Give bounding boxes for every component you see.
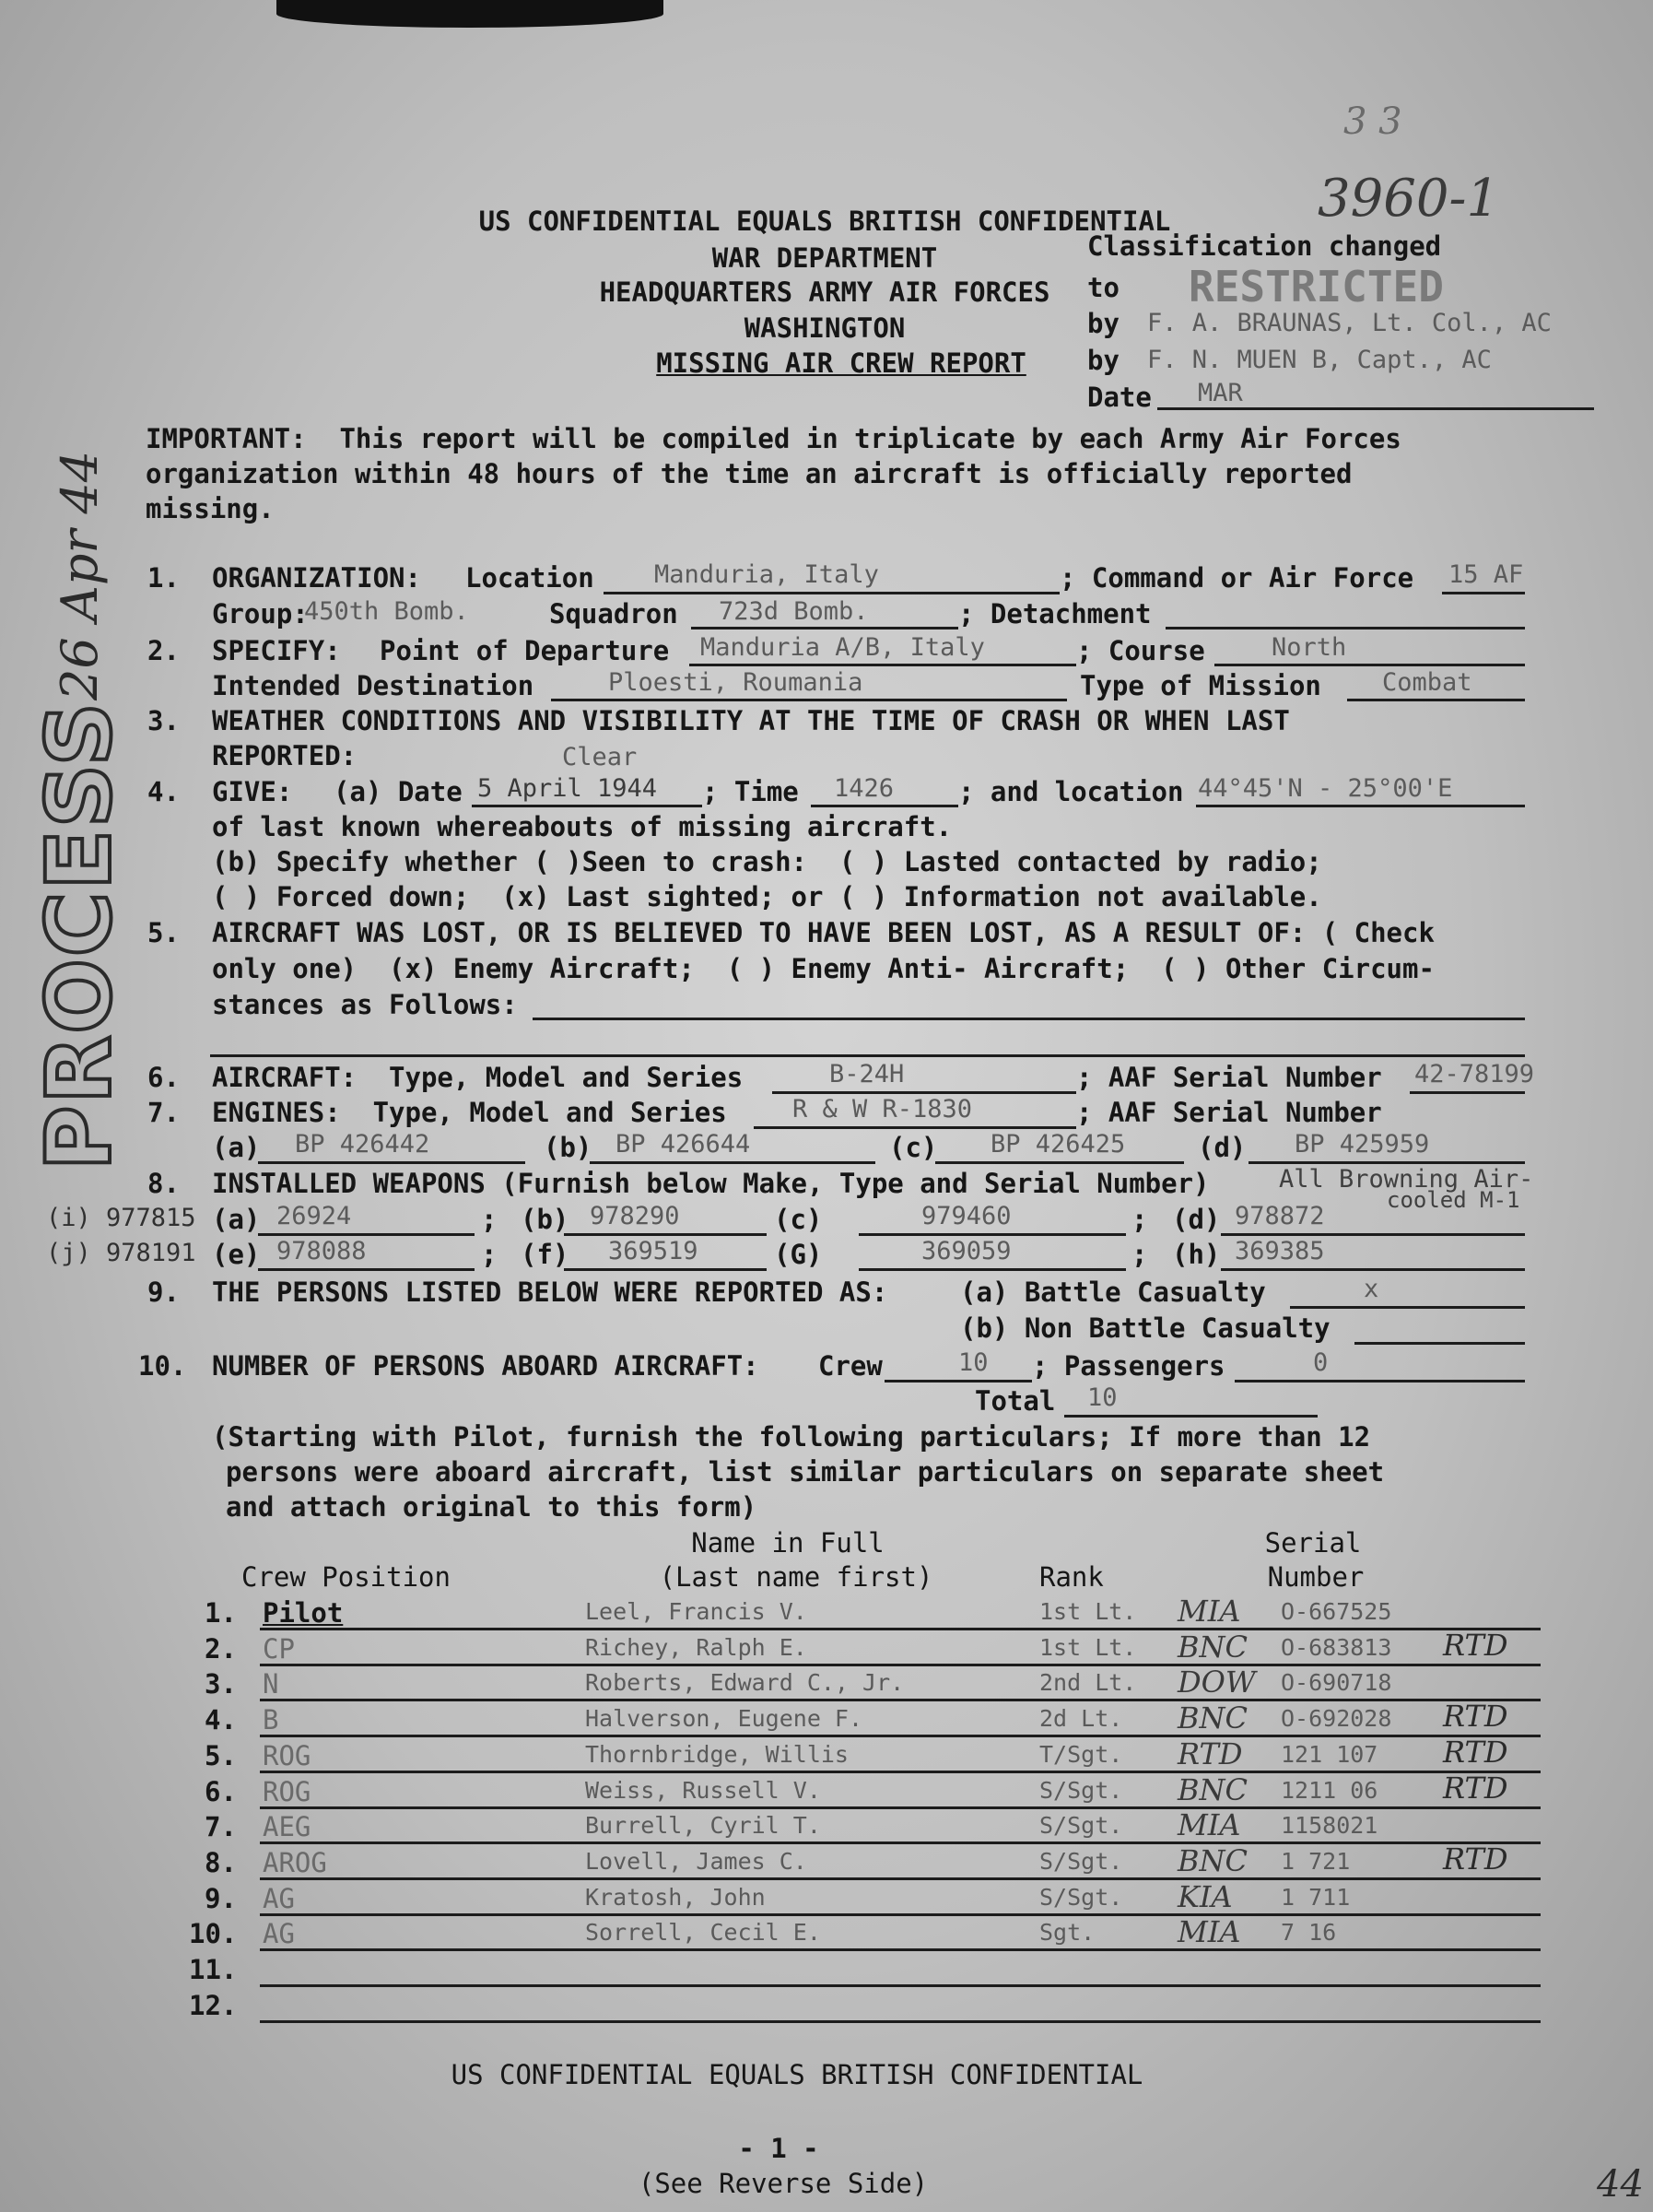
aircraft-serial-label: ; AAF Serial Number	[1076, 1062, 1382, 1093]
aircraft-type-value: B-24H	[829, 1060, 905, 1088]
weapon-c-serial: 979460	[921, 1202, 1012, 1230]
whereabouts-text: of last known whereabouts of missing aircraft.	[212, 811, 953, 842]
battle-casualty-label: (a) Battle Casualty	[960, 1277, 1266, 1308]
confidential-banner-top: US CONFIDENTIAL EQUALS BRITISH CONFIDENTIAL	[478, 206, 1171, 237]
engine-b-serial: BP 426644	[615, 1130, 751, 1159]
crew-position: B	[263, 1704, 279, 1735]
crew-serial: 1 721	[1281, 1848, 1351, 1875]
crew-row-line	[260, 1664, 1541, 1666]
passengers-value: 0	[1313, 1348, 1329, 1377]
date-field-label: (a) Date	[334, 776, 463, 807]
crew-row-number: 4.	[205, 1704, 237, 1735]
crew-status: MIA	[1178, 1594, 1241, 1629]
declassified-by-2: F. N. MUEN B, Capt., AC	[1147, 346, 1492, 374]
classification-changed-label: Classification changed	[1087, 230, 1442, 262]
crew-row-line	[260, 1628, 1541, 1630]
weather-label-2: REPORTED:	[212, 740, 358, 771]
location-label: Location	[465, 562, 594, 594]
command-label: ; Command or Air Force	[1060, 562, 1414, 594]
crew-row-number: 6.	[205, 1776, 237, 1807]
crew-serial: O-690718	[1281, 1669, 1392, 1696]
weapons-make-2: cooled M-1	[1387, 1187, 1520, 1213]
crew-name: Sorrell, Cecil E.	[585, 1919, 821, 1946]
weapon-h-label: (h)	[1172, 1239, 1221, 1270]
crew-row-line	[260, 1841, 1541, 1844]
weapon-e-serial: 978088	[276, 1237, 367, 1265]
item7-number: 7.	[147, 1097, 180, 1128]
crew-name: Roberts, Edward C., Jr.	[585, 1669, 905, 1696]
total-value: 10	[1087, 1383, 1118, 1412]
crew-row-number: 12.	[189, 1990, 238, 2021]
engine-a-label: (a)	[212, 1132, 261, 1163]
crew-note: RTD	[1443, 1771, 1508, 1806]
give-label: GIVE:	[212, 776, 293, 807]
course-value: North	[1272, 633, 1347, 662]
location-coordinates: 44°45'N - 25°00'E	[1198, 774, 1453, 803]
important-label: IMPORTANT:	[146, 423, 307, 454]
engine-b-label: (b)	[544, 1132, 592, 1163]
crew-position: CP	[263, 1633, 295, 1665]
crew-rank: 1st Lt.	[1039, 1634, 1137, 1661]
crew-note: RTD	[1443, 1735, 1508, 1770]
crew-position: AROG	[263, 1847, 327, 1878]
crew-row-number: 1.	[205, 1597, 237, 1629]
crew-name: Kratosh, John	[585, 1884, 766, 1911]
battle-casualty-value: x	[1364, 1275, 1379, 1303]
crew-row-line	[260, 1699, 1541, 1701]
weapon-h-serial: 369385	[1235, 1237, 1325, 1265]
crew-serial: 1158021	[1281, 1812, 1378, 1839]
crew-row-number: 8.	[205, 1847, 237, 1878]
declassification-date: MAR	[1198, 379, 1243, 407]
engine-c-label: (c)	[889, 1132, 938, 1163]
aircraft-lost-text-2: only one) (x) Enemy Aircraft; ( ) Enemy Anti- Aircraft; ( ) Other Circum-	[212, 953, 1435, 984]
crew-row-number: 3.	[205, 1668, 237, 1700]
weapons-label: INSTALLED WEAPONS (Furnish below Make, Type and Serial Number)	[212, 1168, 1210, 1199]
weather-value: Clear	[562, 743, 638, 771]
weapon-d-serial: 978872	[1235, 1202, 1325, 1230]
persons-reported-label: THE PERSONS LISTED BELOW WERE REPORTED AS:	[212, 1277, 888, 1308]
destination-value: Ploesti, Roumania	[608, 668, 863, 697]
header-rank: Rank	[1039, 1561, 1104, 1593]
crew-position: Pilot	[263, 1597, 344, 1629]
crew-serial: 1 711	[1281, 1884, 1351, 1911]
header-name-in-full: Name in Full	[691, 1527, 885, 1559]
command-value: 15 AF	[1448, 560, 1524, 589]
weapon-f-label: (f)	[521, 1239, 569, 1270]
location-value: Manduria, Italy	[654, 560, 879, 589]
weapon-semicolon-a: ;	[481, 1204, 498, 1235]
crew-rank: 2nd Lt.	[1039, 1669, 1137, 1696]
crew-name: Lovell, James C.	[585, 1848, 807, 1875]
weapon-j-serial: (j) 978191	[46, 1239, 196, 1267]
crew-status: BNC	[1178, 1630, 1248, 1665]
aircraft-serial-value: 42-78199	[1414, 1060, 1535, 1088]
crew-row-line	[260, 1806, 1541, 1809]
persons-aboard-label: NUMBER OF PERSONS ABOARD AIRCRAFT:	[212, 1350, 759, 1382]
page-number: - 1 -	[738, 2133, 819, 2164]
specify-whether-text: (b) Specify whether ( )Seen to crash: ( ) Lasted contacted by radio;	[212, 846, 1322, 877]
engine-a-serial: BP 426442	[295, 1130, 430, 1159]
group-label: Group:	[212, 598, 309, 629]
weapon-semicolon-c: ;	[1131, 1204, 1148, 1235]
confidential-banner-bottom: US CONFIDENTIAL EQUALS BRITISH CONFIDENTIAL	[451, 2059, 1143, 2090]
instructions-3: and attach original to this form)	[226, 1491, 757, 1523]
mission-type-label: Type of Mission	[1080, 670, 1321, 701]
crew-serial: 1211 06	[1281, 1777, 1378, 1804]
department-title: WAR DEPARTMENT	[711, 242, 938, 274]
instructions-2: persons were aboard aircraft, list similar particulars on separate sheet	[226, 1456, 1385, 1488]
crew-name: Leel, Francis V.	[585, 1598, 807, 1625]
crew-status: MIA	[1178, 1807, 1241, 1842]
crew-rank: 1st Lt.	[1039, 1598, 1137, 1625]
classification-to-value: RESTRICTED	[1189, 262, 1444, 312]
declassified-by-1: F. A. BRAUNAS, Lt. Col., AC	[1147, 309, 1552, 337]
header-last-name-first: (Last name first)	[659, 1561, 933, 1593]
report-title: MISSING AIR CREW REPORT	[656, 347, 1026, 379]
process-stamp: PROCESS	[28, 700, 131, 1171]
crew-rank: S/Sgt.	[1039, 1812, 1123, 1839]
location-field-label: ; and location	[958, 776, 1184, 807]
crew-rank: S/Sgt.	[1039, 1848, 1123, 1875]
ink-blot-top	[276, 0, 663, 28]
crew-serial: 121 107	[1281, 1741, 1378, 1768]
weapon-g-label: (G)	[774, 1239, 823, 1270]
headquarters-title: HEADQUARTERS ARMY AIR FORCES	[599, 276, 1050, 308]
instructions-1: (Starting with Pilot, furnish the following particulars; If more than 12	[212, 1421, 1371, 1453]
organization-label: ORGANIZATION:	[212, 562, 421, 594]
squadron-label: Squadron	[549, 598, 678, 629]
crew-row-line	[260, 1735, 1541, 1737]
header-crew-position: Crew Position	[241, 1561, 451, 1593]
forced-down-text: ( ) Forced down; (x) Last sighted; or ( ) Information not available.	[212, 881, 1322, 912]
weapon-semicolon-g: ;	[1131, 1239, 1148, 1270]
crew-position: ROG	[263, 1776, 311, 1807]
crew-rank: S/Sgt.	[1039, 1884, 1123, 1911]
item8-number: 8.	[147, 1168, 180, 1199]
specify-label: SPECIFY:	[212, 635, 341, 666]
engine-serial-label: ; AAF Serial Number	[1076, 1097, 1382, 1128]
handwritten-date-note: 26 Apr 44	[51, 450, 109, 700]
group-value: 450th Bomb.	[304, 597, 469, 626]
page-corner-number: 44	[1597, 2163, 1644, 2206]
header-number: Number	[1267, 1561, 1365, 1593]
weapon-d-label: (d)	[1172, 1204, 1221, 1235]
mission-type-value: Combat	[1382, 668, 1472, 697]
date-field-value: 5 April 1944	[477, 774, 658, 803]
crew-note: RTD	[1443, 1841, 1508, 1877]
weapon-a-serial: 26924	[276, 1202, 352, 1230]
engine-type-label: ENGINES: Type, Model and Series	[212, 1097, 727, 1128]
crew-row-line	[260, 2020, 1541, 2023]
item10-number: 10.	[138, 1350, 187, 1382]
crew-count-label: Crew	[818, 1350, 883, 1382]
weapon-i-serial: (i) 977815	[46, 1204, 196, 1232]
item9-number: 9.	[147, 1277, 180, 1308]
item6-number: 6.	[147, 1062, 180, 1093]
important-text-3: missing.	[146, 493, 275, 524]
by-label-2: by	[1087, 345, 1120, 376]
destination-label: Intended Destination	[212, 670, 534, 701]
engine-type-value: R & W R-1830	[792, 1095, 973, 1124]
crew-status: BNC	[1178, 1843, 1248, 1878]
weapon-b-serial: 978290	[590, 1202, 680, 1230]
weapon-c-label: (c)	[774, 1204, 823, 1235]
crew-position: ROG	[263, 1740, 311, 1771]
crew-row-line	[260, 1984, 1541, 1987]
city-title: WASHINGTON	[744, 312, 906, 344]
detachment-label: ; Detachment	[958, 598, 1152, 629]
crew-row-number: 2.	[205, 1633, 237, 1665]
crew-row-line	[260, 1771, 1541, 1773]
non-battle-casualty-label: (b) Non Battle Casualty	[960, 1312, 1331, 1344]
engine-d-label: (d)	[1198, 1132, 1247, 1163]
crew-count-value: 10	[958, 1348, 989, 1377]
weapons-make: All Browning Air-	[1279, 1165, 1534, 1194]
weapon-a-label: (a)	[212, 1204, 261, 1235]
item2-number: 2.	[147, 635, 180, 666]
crew-name: Burrell, Cyril T.	[585, 1812, 821, 1839]
see-reverse-note: (See Reverse Side)	[638, 2168, 929, 2199]
crew-row-number: 7.	[205, 1811, 237, 1842]
weapon-g-serial: 369059	[921, 1237, 1012, 1265]
crew-name: Thornbridge, Willis	[585, 1741, 849, 1768]
crew-status: BNC	[1178, 1772, 1248, 1807]
crew-rank: Sgt.	[1039, 1919, 1096, 1946]
course-label: ; Course	[1076, 635, 1205, 666]
crew-row-number: 5.	[205, 1740, 237, 1771]
departure-label: Point of Departure	[380, 635, 670, 666]
weapon-b-label: (b)	[521, 1204, 569, 1235]
item1-number: 1.	[147, 562, 180, 594]
crew-serial: O-692028	[1281, 1705, 1392, 1732]
crew-rank: S/Sgt.	[1039, 1777, 1123, 1804]
passengers-label: ; Passengers	[1032, 1350, 1225, 1382]
crew-note: RTD	[1443, 1699, 1508, 1734]
weapon-semicolon-e: ;	[481, 1239, 498, 1270]
crew-position: N	[263, 1668, 279, 1700]
engine-c-serial: BP 426425	[991, 1130, 1126, 1159]
date-label: Date	[1087, 382, 1152, 413]
crew-status: MIA	[1178, 1914, 1241, 1949]
crew-position: AG	[263, 1918, 295, 1949]
important-text-2: organization within 48 hours of the time an aircraft is officially reported	[146, 458, 1353, 489]
crew-row-number: 9.	[205, 1883, 237, 1914]
crew-rank: T/Sgt.	[1039, 1741, 1123, 1768]
crew-row-line	[260, 1877, 1541, 1880]
header-serial: Serial	[1264, 1527, 1362, 1559]
crew-row-line	[260, 1913, 1541, 1916]
crew-position: AEG	[263, 1811, 311, 1842]
crew-serial: O-667525	[1281, 1598, 1392, 1625]
item3-number: 3.	[147, 705, 180, 736]
crew-name: Halverson, Eugene F.	[585, 1705, 863, 1732]
aircraft-lost-text-1: AIRCRAFT WAS LOST, OR IS BELIEVED TO HAVE BEEN LOST, AS A RESULT OF: ( Check	[212, 917, 1435, 948]
total-label: Total	[975, 1385, 1056, 1417]
crew-name: Richey, Ralph E.	[585, 1634, 807, 1661]
crew-row-number: 11.	[189, 1954, 238, 1985]
engine-d-serial: BP 425959	[1295, 1130, 1430, 1159]
crew-row-number: 10.	[189, 1918, 238, 1949]
corner-number-top: 3 3	[1343, 100, 1402, 143]
important-text-1: This report will be compiled in triplicate by each Army Air Forces	[323, 423, 1401, 454]
time-value: 1426	[834, 774, 895, 803]
item5-number: 5.	[147, 917, 180, 948]
handwritten-file-number: 3960-1	[1318, 169, 1500, 229]
aircraft-type-label: AIRCRAFT: Type, Model and Series	[212, 1062, 744, 1093]
crew-name: Weiss, Russell V.	[585, 1777, 821, 1804]
crew-serial: O-683813	[1281, 1634, 1392, 1661]
time-label: ; Time	[702, 776, 799, 807]
crew-rank: 2d Lt.	[1039, 1705, 1123, 1732]
aircraft-lost-text-3: stances as Follows:	[212, 989, 518, 1020]
crew-status: BNC	[1178, 1700, 1248, 1735]
by-label-1: by	[1087, 308, 1120, 339]
crew-status: KIA	[1178, 1879, 1233, 1914]
crew-note: RTD	[1443, 1628, 1508, 1663]
crew-row-line	[260, 1948, 1541, 1951]
item4-number: 4.	[147, 776, 180, 807]
weapon-e-label: (e)	[212, 1239, 261, 1270]
classification-to-label: to	[1087, 272, 1120, 303]
crew-status: RTD	[1178, 1736, 1243, 1771]
departure-value: Manduria A/B, Italy	[700, 633, 985, 662]
crew-serial: 7 16	[1281, 1919, 1337, 1946]
crew-position: AG	[263, 1883, 295, 1914]
weapon-f-serial: 369519	[608, 1237, 698, 1265]
squadron-value: 723d Bomb.	[719, 597, 869, 626]
weather-label-1: WEATHER CONDITIONS AND VISIBILITY AT THE TIME OF CRASH OR WHEN LAST	[212, 705, 1290, 736]
crew-status: DOW	[1178, 1665, 1256, 1700]
